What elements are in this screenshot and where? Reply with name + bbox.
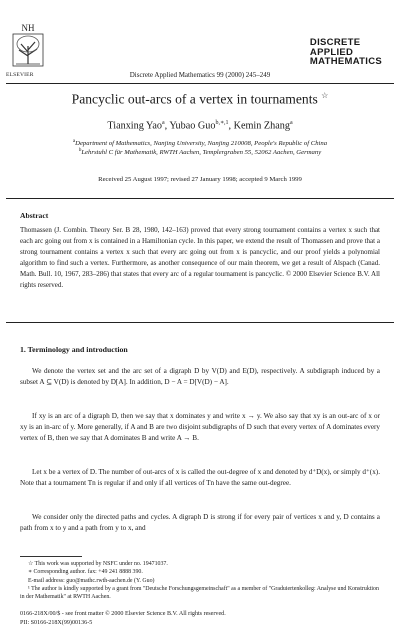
- footnote: ∗ Corresponding author. fax: +49 241 8888 390.: [28, 569, 143, 576]
- journal-reference: Discrete Applied Mathematics 99 (2000) 245–249: [129, 71, 271, 79]
- article-title: [0, 91, 400, 108]
- section-heading: 1. Terminology and introduction: [20, 345, 128, 354]
- body-paragraph: [20, 467, 380, 489]
- author-name: Kemin Zhang: [233, 120, 290, 132]
- received-dates: Received 25 August 1997; revised 27 January 1998; accepted 9 March 1999: [98, 176, 302, 183]
- abstract-heading: Abstract: [20, 211, 49, 220]
- journal-name-line: APPLIED: [309, 46, 354, 58]
- author-name: Tianxing Yao: [107, 120, 162, 132]
- paragraph-text: We denote the vertex set and the arc set of a digraph D by V(D) and E(D), respectively. A subdigraph induced by a subset A ⊆ V(D) is denoted by D[A]. In addition, D − A = D[V(D) − A].: [20, 367, 380, 387]
- body-paragraph: [20, 512, 380, 534]
- affiliation: [0, 148, 400, 156]
- body-paragraph: [20, 411, 380, 445]
- body-paragraph: [20, 366, 380, 388]
- affiliation-mark: a: [72, 139, 76, 144]
- elsevier-logo: [8, 22, 48, 72]
- header-rule: [6, 83, 394, 84]
- author-name: Yubao Guo: [169, 120, 216, 132]
- author-affiliation-mark: a: [161, 120, 165, 126]
- paragraph-text: We consider only the directed paths and cycles. A digraph D is strong if for every pair of vertices x and y, D contains a path from x to y and a path from y to x, and: [20, 513, 380, 533]
- footnote: ¹ The author is kindly supported by a grant from "Deutsche Forschungsgemeinschaft" as a member of "Graduiertenkolleg: Analyse und Konstruktion in der Mathematik" at RWTH Aachen.: [20, 585, 379, 601]
- abstract-top-rule: [6, 198, 394, 199]
- pii-line: PII: S0166-218X(99)00136-5: [20, 619, 93, 626]
- affiliation-text: Department of Mathematics, Nanjing University, Nanjing 210008, People's Republic of China: [75, 140, 328, 148]
- journal-name: [310, 38, 382, 67]
- elsevier-tree-icon: [8, 22, 48, 70]
- author-affiliation-mark: b,∗,1: [215, 120, 229, 126]
- svg-text:NH: NH: [21, 23, 35, 33]
- paragraph-text: Let x be a vertex of D. The number of out-arcs of x is called the out-degree of x and denoted by d⁺D(x), or simply d⁺(x). Note that a tournament Tn is regular if and only if all vertices of Tn have the same out-degree.: [20, 468, 380, 488]
- journal-name-line: DISCRETE: [309, 37, 361, 48]
- journal-name-line: MATHEMATICS: [309, 56, 382, 67]
- affiliation: [0, 139, 400, 147]
- footnotes: [20, 560, 380, 601]
- copyright-line: 0166-218X/00/$ - see front matter © 2000 Elsevier Science B.V. All rights reserved.: [20, 611, 226, 617]
- abstract-bottom-rule: [6, 322, 394, 323]
- paragraph-text: If xy is an arc of a digraph D, then we say that x dominates y and write x → y. We also say that xy is an out-arc of x or xy is an in-arc of y. More generally, if A and B are two disjoint subdigraphs of D such that every vertex of A dominates every vertex of B, then we say that A dominates B and write A → B.: [20, 412, 380, 443]
- publisher-name: ELSEVIER: [6, 72, 34, 78]
- front-matter-info: [20, 610, 226, 628]
- title-footnote-mark: ☆: [321, 91, 329, 100]
- title-text: Pancyclic out-arcs of a vertex in tournaments: [71, 91, 318, 107]
- affiliation-text: Lehrstuhl C für Mathematik, RWTH Aachen, Templergraben 55, 52062 Aachen, Germany: [81, 149, 322, 157]
- affiliation-mark: b: [78, 148, 82, 153]
- footnote-rule: [20, 556, 82, 557]
- author-list: Tianxing Yao$^a$, Yubao Guo$^{b,∗,1}$, Kemin Zhang$^a$: [107, 120, 293, 132]
- abstract-text: Thomassen (J. Combin. Theory Ser. B 28, 1980, 142–163) proved that every strong tournament contains a vertex x such that each arc going out from x is contained in a Hamiltonian cycle. In this paper, we extend the result of Thomassen and prove that a strong tournament contains a vertex x such that every arc going out from x is pancyclic, and our proof yields a polynomial algorithm to find such a vertex. Furthermore, as another consequence of our main theorem, we get a result of Alspach (Canad. Math. Bull. 10, 1967, 283–286) that states that every arc of a regular tournament is pancyclic. © 2000 Elsevier Science B.V. All rights reserved.: [20, 226, 380, 290]
- footnote-email: E-mail address: guo@mathc.rwth-aachen.de (Y. Guo): [28, 577, 155, 584]
- footnote: ☆ This work was supported by NSFC under no. 19471037.: [28, 561, 168, 567]
- author-affiliation-mark: a: [289, 120, 293, 126]
